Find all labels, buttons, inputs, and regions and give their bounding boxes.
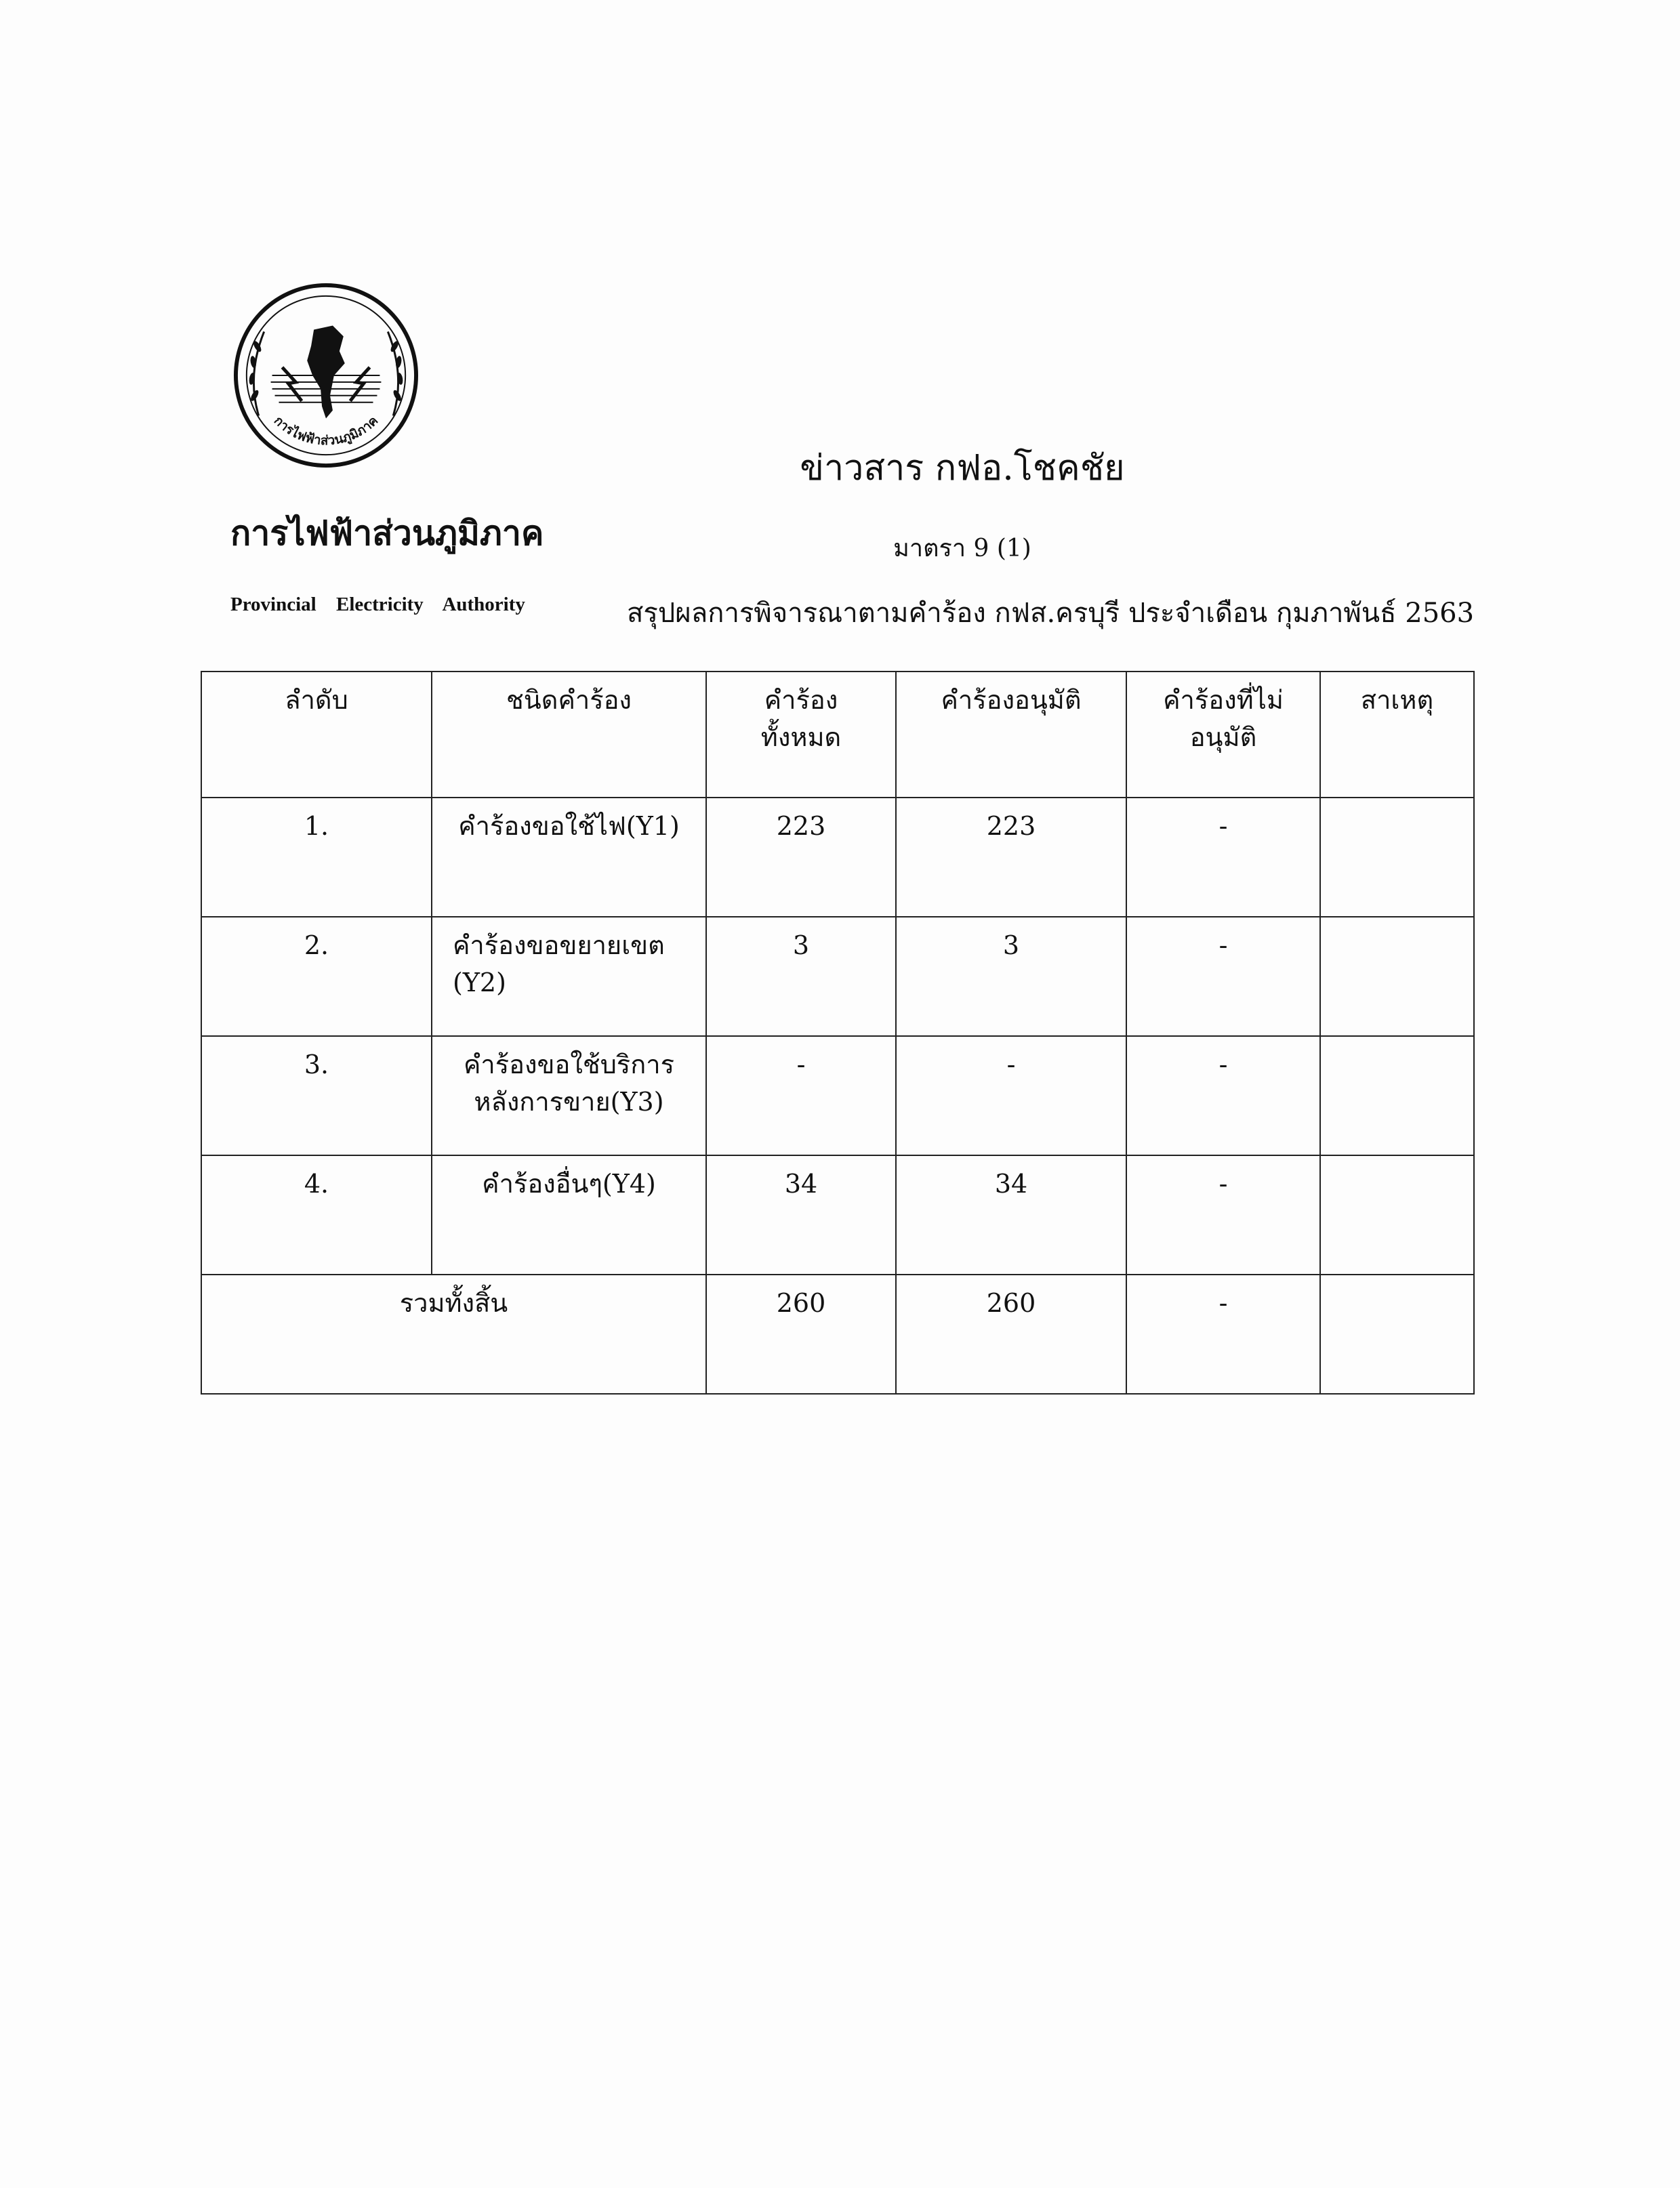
- row-type: คำร้องขอขยายเขต (Y2): [432, 917, 706, 1036]
- logo-text: การไฟฟ้าส่วนภูมิภาค: [270, 413, 382, 449]
- column-header-no: ลำดับ: [201, 672, 432, 798]
- table-row: [201, 1036, 1474, 1155]
- column-header-approved: คำร้องอนุมัติ: [896, 672, 1126, 798]
- table-row: [201, 1155, 1474, 1275]
- row-rejected: -: [1126, 798, 1320, 917]
- row-reason: [1320, 798, 1474, 917]
- grand-rejected: -: [1126, 1275, 1320, 1394]
- row-rejected: -: [1126, 917, 1320, 1036]
- row-total: 223: [706, 798, 896, 917]
- grand-reason: [1320, 1275, 1474, 1394]
- table-row: [201, 917, 1474, 1036]
- document-title: ข่าวสาร กฟอ.โชคชัย: [800, 448, 1125, 489]
- row-no: 2.: [201, 917, 432, 1036]
- row-approved: 223: [896, 798, 1126, 917]
- row-type: คำร้องอื่นๆ(Y4): [432, 1155, 706, 1275]
- document-subtitle: สรุปผลการพิจารณาตามคำร้อง กฟส.ครบุรี ประจำเดือน กุมภาพันธ์ 2563: [627, 598, 1475, 629]
- table-row: [201, 798, 1474, 917]
- section-label: มาตรา 9 (1): [893, 535, 1031, 562]
- row-reason: [1320, 1155, 1474, 1275]
- row-approved: 3: [896, 917, 1126, 1036]
- row-type: คำร้องขอใช้บริการ หลังการขาย(Y3): [432, 1036, 706, 1155]
- column-header-total: คำร้อง ทั้งหมด: [706, 672, 896, 798]
- row-type: คำร้องขอใช้ไฟ(Y1): [432, 798, 706, 917]
- row-rejected: -: [1126, 1036, 1320, 1155]
- row-approved: 34: [896, 1155, 1126, 1275]
- org-name-english: Provincial Electricity Authority: [230, 594, 525, 615]
- grand-approved: 260: [896, 1275, 1126, 1394]
- row-total: 3: [706, 917, 896, 1036]
- row-no: 3.: [201, 1036, 432, 1155]
- row-total: -: [706, 1036, 896, 1155]
- row-reason: [1320, 1036, 1474, 1155]
- pea-logo: [232, 281, 420, 470]
- table-header-row: [201, 672, 1474, 798]
- column-header-type: ชนิดคำร้อง: [432, 672, 706, 798]
- grand-total: 260: [706, 1275, 896, 1394]
- table-total-row: [201, 1275, 1474, 1394]
- row-total: 34: [706, 1155, 896, 1275]
- org-name-thai: การไฟฟ้าส่วนภูมิภาค: [230, 514, 544, 553]
- row-no: 1.: [201, 798, 432, 917]
- summary-table: [201, 671, 1475, 1395]
- column-header-reason: สาเหตุ: [1320, 672, 1474, 798]
- row-rejected: -: [1126, 1155, 1320, 1275]
- row-approved: -: [896, 1036, 1126, 1155]
- total-label: รวมทั้งสิ้น: [201, 1275, 706, 1394]
- row-reason: [1320, 917, 1474, 1036]
- column-header-rejected: คำร้องที่ไม่ อนุมัติ: [1126, 672, 1320, 798]
- row-no: 4.: [201, 1155, 432, 1275]
